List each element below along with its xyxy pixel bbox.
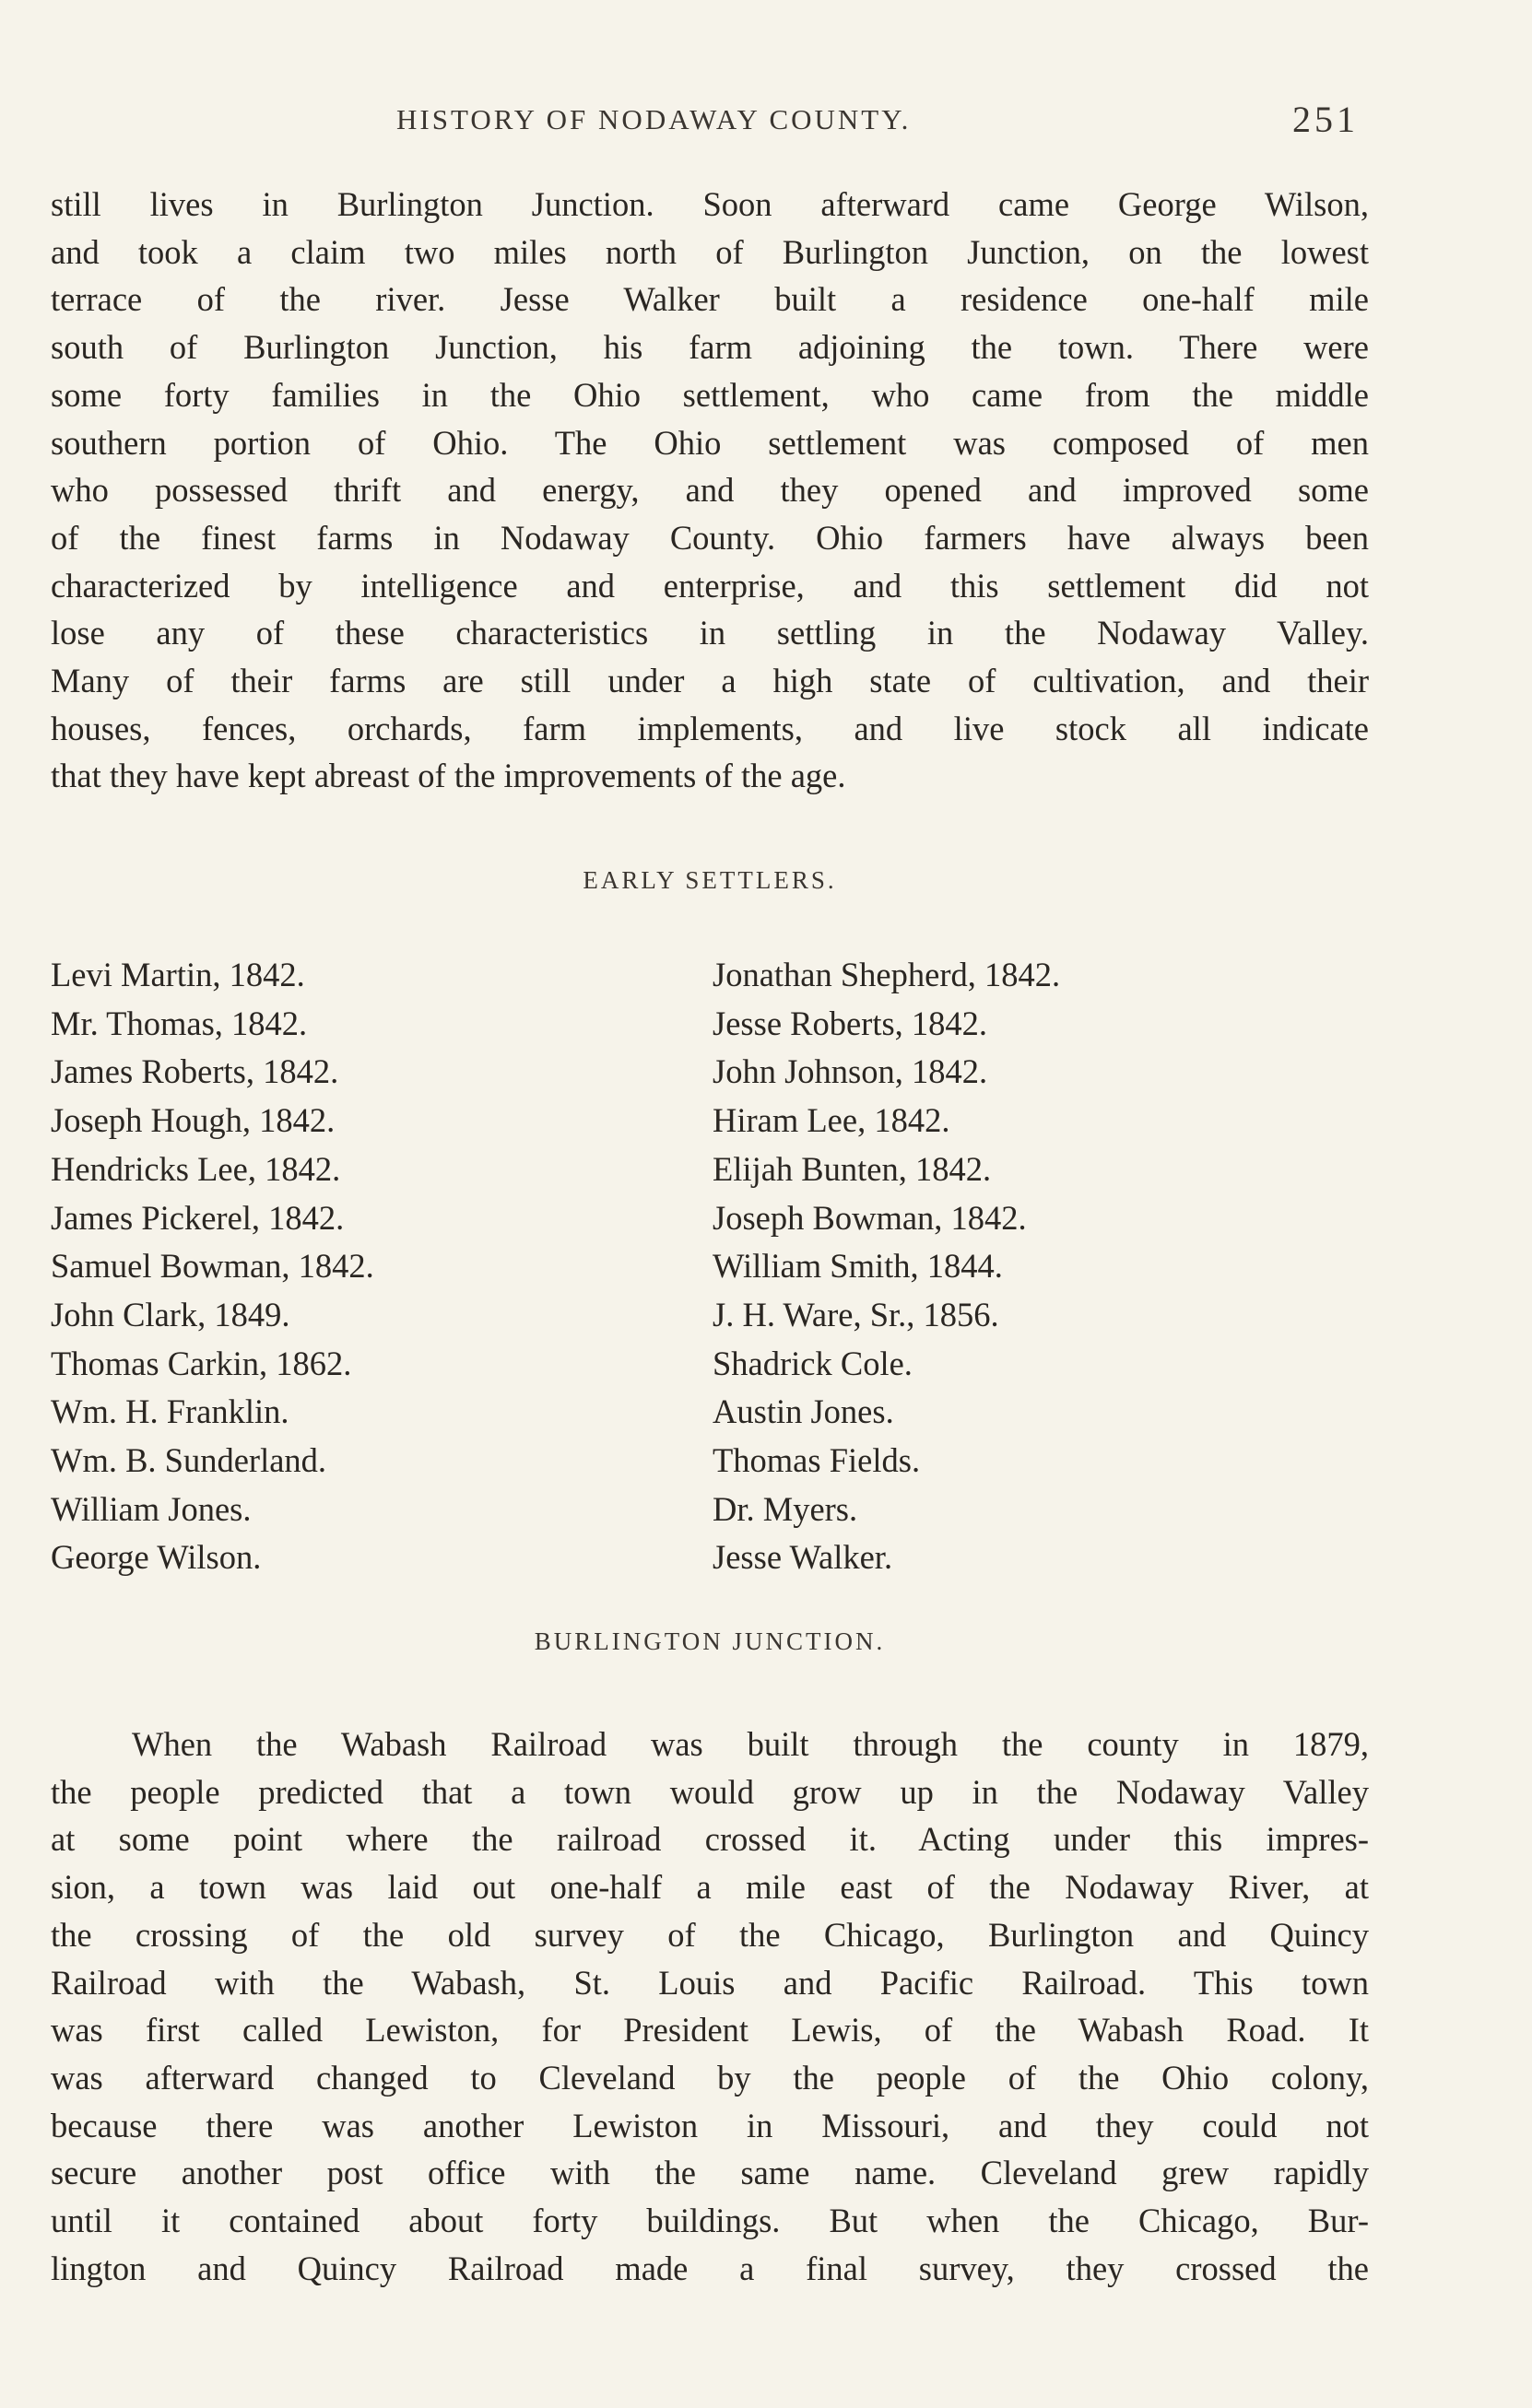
page-number: 251 <box>1292 99 1359 140</box>
paragraph-line: houses, fences, orchards, farm implements, and live stock all indicate <box>51 709 1369 747</box>
settler-entry: Hiram Lee, 1842. <box>713 1101 950 1140</box>
intro-paragraph <box>51 181 1369 800</box>
paragraph-line: lose any of these characteristics in settling in the Nodaway Valley. <box>51 614 1369 652</box>
settler-entry: Hendricks Lee, 1842. <box>51 1149 341 1188</box>
paragraph-line: that they have kept abreast of the improvements of the age. <box>51 757 846 795</box>
settler-entry: Thomas Carkin, 1862. <box>51 1344 352 1382</box>
paragraph-line: secure another post office with the same name. Cleveland grew rapidly <box>51 2154 1369 2192</box>
paragraph-line: still lives in Burlington Junction. Soon afterward came George Wilson, <box>51 185 1369 223</box>
settler-entry: William Jones. <box>51 1489 252 1528</box>
burlington-junction-paragraph <box>51 1721 1369 2292</box>
settler-entry: William Smith, 1844. <box>713 1247 1003 1286</box>
paragraph-line: was first called Lewiston, for President Lewis, of the Wabash Road. It <box>51 2011 1369 2050</box>
settler-entry: John Johnson, 1842. <box>713 1052 988 1091</box>
paragraph-line: Railroad with the Wabash, St. Louis and Pacific Railroad. This town <box>51 1963 1369 2002</box>
paragraph-line: because there was another Lewiston in Missouri, and they could not <box>51 2106 1369 2144</box>
settlers-list-right <box>713 951 1060 1582</box>
settler-entry: Jonathan Shepherd, 1842. <box>713 956 1061 993</box>
settler-entry: Mr. Thomas, 1842. <box>51 1004 308 1042</box>
paragraph-line: terrace of the river. Jesse Walker built a residence one-half mile <box>51 280 1369 319</box>
paragraph-line: sion, a town was laid out one-half a mile east of the Nodaway River, at <box>51 1868 1369 1907</box>
settler-entry: Thomas Fields. <box>713 1441 921 1480</box>
settler-entry: Elijah Bunten, 1842. <box>713 1149 992 1188</box>
settler-entry: James Pickerel, 1842. <box>51 1198 345 1237</box>
settler-entry: Samuel Bowman, 1842. <box>51 1247 374 1286</box>
paragraph-line: some forty families in the Ohio settlement, who came from the middle <box>51 375 1369 414</box>
paragraph-line: southern portion of Ohio. The Ohio settlement was composed of men <box>51 423 1369 462</box>
settler-entry: James Roberts, 1842. <box>51 1052 339 1091</box>
settler-entry: Wm. B. Sunderland. <box>51 1441 327 1480</box>
paragraph-line: at some point where the railroad crossed it. Acting under this impres- <box>51 1820 1369 1859</box>
settler-entry: Dr. Myers. <box>713 1489 858 1528</box>
paragraph-line: of the finest farms in Nodaway County. Ohio farmers have always been <box>51 518 1369 557</box>
paragraph-line: characterized by intelligence and enterprise, and this settlement did not <box>51 566 1369 605</box>
paragraph-line: until it contained about forty buildings. But when the Chicago, Bur- <box>51 2202 1369 2240</box>
settler-entry: Shadrick Cole. <box>713 1344 913 1382</box>
paragraph-line: lington and Quincy Railroad made a final survey, they crossed the <box>51 2249 1369 2287</box>
burlington-junction-heading: BURLINGTON JUNCTION. <box>534 1627 886 1655</box>
settler-entry: Joseph Bowman, 1842. <box>713 1198 1027 1237</box>
settler-entry: Joseph Hough, 1842. <box>51 1101 336 1140</box>
paragraph-line: and took a claim two miles north of Burlington Junction, on the lowest <box>51 232 1369 271</box>
early-settlers-heading: EARLY SETTLERS. <box>583 866 837 894</box>
settler-entry: Wm. H. Franklin. <box>51 1392 289 1431</box>
settler-entry: Jesse Walker. <box>713 1538 893 1577</box>
settler-entry: Jesse Roberts, 1842. <box>713 1004 988 1042</box>
settler-entry: J. H. Ware, Sr., 1856. <box>713 1295 999 1333</box>
paragraph-line: When the Wabash Railroad was built through the county in 1879, <box>132 1725 1369 1763</box>
paragraph-line: the crossing of the old survey of the Chicago, Burlington and Quincy <box>51 1915 1369 1954</box>
settlers-list-left <box>51 951 374 1582</box>
paragraph-line: south of Burlington Junction, his farm adjoining the town. There were <box>51 328 1369 367</box>
settler-entry: John Clark, 1849. <box>51 1295 290 1333</box>
settler-entry: Levi Martin, 1842. <box>51 956 305 993</box>
paragraph-line: who possessed thrift and energy, and they opened and improved some <box>51 471 1369 510</box>
paragraph-line: the people predicted that a town would grow up in the Nodaway Valley <box>51 1772 1369 1811</box>
running-head: HISTORY OF NODAWAY COUNTY. <box>396 103 912 135</box>
paragraph-line: was afterward changed to Cleveland by the people of the Ohio colony, <box>51 2058 1369 2097</box>
settler-entry: Austin Jones. <box>713 1392 894 1431</box>
settler-entry: George Wilson. <box>51 1538 262 1577</box>
paragraph-line: Many of their farms are still under a high state of cultivation, and their <box>51 662 1369 700</box>
